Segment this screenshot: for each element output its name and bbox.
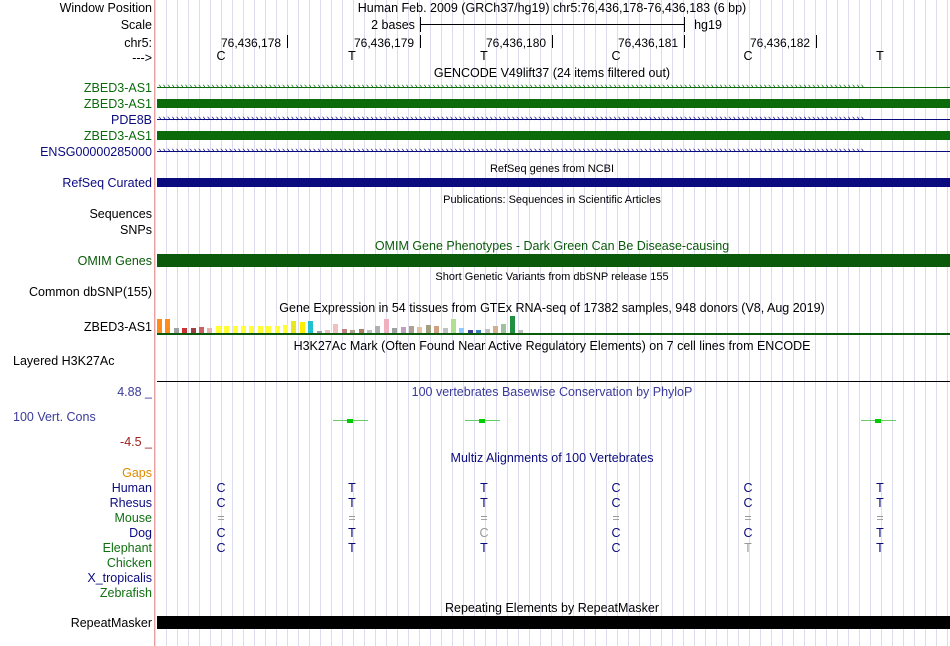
grid-line bbox=[716, 0, 717, 646]
omim-label[interactable]: OMIM Genes bbox=[77, 254, 152, 268]
species-label-chicken[interactable]: Chicken bbox=[106, 556, 152, 570]
alignment-base: = bbox=[744, 511, 752, 525]
gencode-item-label[interactable]: ZBED3-AS1 bbox=[83, 97, 152, 111]
gtex-tissue-bar[interactable] bbox=[275, 326, 280, 333]
alignment-base: T bbox=[480, 481, 488, 495]
refseq-feature[interactable] bbox=[157, 178, 950, 187]
phylop-mark bbox=[875, 419, 881, 423]
grid-line bbox=[914, 0, 915, 646]
alignment-base: = bbox=[217, 511, 225, 525]
gtex-tissue-bar[interactable] bbox=[308, 321, 313, 333]
gtex-tissue-bar[interactable] bbox=[426, 325, 431, 333]
strand-label: ---> bbox=[132, 51, 152, 65]
gtex-tissue-bar[interactable] bbox=[258, 326, 263, 333]
gtex-tissue-bar[interactable] bbox=[165, 319, 170, 333]
alignment-base: C bbox=[743, 481, 753, 495]
grid-line bbox=[815, 0, 816, 646]
position-tick bbox=[684, 35, 685, 48]
grid-line bbox=[771, 0, 772, 646]
gtex-tissue-bar[interactable] bbox=[384, 319, 389, 333]
alignment-base: T bbox=[348, 541, 356, 555]
gtex-tissue-bar[interactable] bbox=[493, 326, 498, 333]
gtex-tissue-bar[interactable] bbox=[501, 324, 506, 333]
gtex-tissue-bar[interactable] bbox=[233, 326, 238, 333]
gtex-baseline bbox=[157, 333, 950, 335]
grid-line bbox=[859, 0, 860, 646]
grid-line bbox=[661, 0, 662, 646]
grid-line bbox=[892, 0, 893, 646]
species-label-elephant[interactable]: Elephant bbox=[102, 541, 152, 555]
alignment-base: T bbox=[744, 541, 752, 555]
position-tick bbox=[816, 35, 817, 48]
gtex-bar-chart[interactable] bbox=[157, 316, 557, 333]
alignment-base: C bbox=[743, 526, 753, 540]
gtex-tissue-bar[interactable] bbox=[241, 326, 246, 333]
alignment-base: T bbox=[876, 496, 884, 510]
reference-base: T bbox=[480, 49, 488, 63]
alignment-base: T bbox=[348, 481, 356, 495]
gtex-tissue-bar[interactable] bbox=[375, 326, 380, 333]
grid-line bbox=[650, 0, 651, 646]
gencode-item-label[interactable]: ENSG00000285000 bbox=[40, 145, 152, 159]
alignment-base: T bbox=[876, 481, 884, 495]
phylop-min-label: -4.5 _ bbox=[120, 435, 152, 449]
grid-line bbox=[848, 0, 849, 646]
species-label-dog[interactable]: Dog bbox=[129, 526, 152, 540]
alignment-base: T bbox=[480, 496, 488, 510]
refseq-label[interactable]: RefSeq Curated bbox=[62, 176, 152, 190]
grid-line bbox=[947, 0, 948, 646]
grid-line bbox=[903, 0, 904, 646]
gencode-feature-exon[interactable] bbox=[157, 99, 950, 108]
gencode-item-label[interactable]: ZBED3-AS1 bbox=[83, 81, 152, 95]
position-tick-label: 76,436,182 bbox=[750, 36, 811, 50]
reference-base: C bbox=[216, 49, 226, 63]
gtex-tissue-bar[interactable] bbox=[249, 326, 254, 333]
species-label-rhesus[interactable]: Rhesus bbox=[109, 496, 152, 510]
grid-line bbox=[727, 0, 728, 646]
phylop-label[interactable]: 100 Vert. Cons bbox=[13, 410, 96, 424]
scale-db: hg19 bbox=[694, 18, 722, 32]
position-tick bbox=[287, 35, 288, 48]
grid-line bbox=[639, 0, 640, 646]
alignment-base: C bbox=[479, 526, 489, 540]
reference-base: C bbox=[611, 49, 621, 63]
rmsk-label[interactable]: RepeatMasker bbox=[70, 616, 152, 630]
alignment-base: = bbox=[612, 511, 620, 525]
gtex-tissue-bar[interactable] bbox=[291, 321, 296, 333]
alignment-base: T bbox=[348, 496, 356, 510]
species-label-mouse[interactable]: Mouse bbox=[114, 511, 152, 525]
grid-line bbox=[672, 0, 673, 646]
alignment-base: = bbox=[876, 511, 884, 525]
position-tick bbox=[552, 35, 553, 48]
multiz-title[interactable]: Multiz Alignments of 100 Vertebrates bbox=[450, 451, 654, 465]
reference-base: T bbox=[348, 49, 356, 63]
window-position-text: Human Feb. 2009 (GRCh37/hg19) chr5:76,436,178-76,436,183 (6 bp) bbox=[357, 1, 747, 15]
position-tick-label: 76,436,181 bbox=[618, 36, 679, 50]
refseq-title[interactable]: RefSeq genes from NCBI bbox=[489, 163, 615, 175]
window-position-label: Window Position bbox=[59, 1, 152, 15]
label-divider bbox=[154, 0, 155, 646]
gencode-item-label[interactable]: ZBED3-AS1 bbox=[83, 129, 152, 143]
scale-bar bbox=[420, 24, 685, 25]
alignment-base: T bbox=[348, 526, 356, 540]
grid-line bbox=[155, 0, 156, 646]
alignment-base: C bbox=[611, 541, 621, 555]
alignment-base: T bbox=[480, 541, 488, 555]
phylop-mark bbox=[479, 419, 485, 423]
alignment-base: = bbox=[348, 511, 356, 525]
grid-line bbox=[826, 0, 827, 646]
alignment-base: C bbox=[611, 496, 621, 510]
gtex-tissue-bar[interactable] bbox=[510, 316, 515, 333]
h3k27ac-baseline bbox=[157, 381, 950, 382]
gtex-tissue-bar[interactable] bbox=[451, 319, 456, 333]
grid-line bbox=[694, 0, 695, 646]
h3k27ac-title[interactable]: H3K27Ac Mark (Often Found Near Active Regulatory Elements) on 7 cell lines from ENCODE bbox=[293, 339, 811, 353]
rmsk-title[interactable]: Repeating Elements by RepeatMasker bbox=[444, 601, 660, 615]
alignment-base: C bbox=[216, 481, 226, 495]
scale-label: Scale bbox=[120, 18, 152, 32]
grid-line bbox=[628, 0, 629, 646]
position-tick-label: 76,436,178 bbox=[221, 36, 282, 50]
h3k27ac-label[interactable]: Layered H3K27Ac bbox=[13, 354, 115, 368]
position-tick bbox=[420, 35, 421, 48]
gtex-tissue-bar[interactable] bbox=[216, 326, 221, 333]
grid-line bbox=[760, 0, 761, 646]
grid-line bbox=[782, 0, 783, 646]
alignment-base: = bbox=[480, 511, 488, 525]
chrom-label: chr5: bbox=[124, 36, 152, 50]
reference-base: C bbox=[743, 49, 753, 63]
grid-line bbox=[804, 0, 805, 646]
gtex-tissue-bar[interactable] bbox=[434, 326, 439, 333]
alignment-base: C bbox=[611, 481, 621, 495]
scale-bar-right-tick bbox=[684, 17, 685, 32]
scale-text: 2 bases bbox=[371, 18, 415, 32]
phylop-mark bbox=[347, 419, 353, 423]
grid-line bbox=[870, 0, 871, 646]
gtex-tissue-bar[interactable] bbox=[157, 319, 162, 333]
gtex-tissue-bar[interactable] bbox=[224, 326, 229, 333]
phylop-title[interactable]: 100 vertebrates Basewise Conservation by PhyloP bbox=[411, 385, 693, 399]
grid-line bbox=[606, 0, 607, 646]
alignment-base: C bbox=[216, 541, 226, 555]
gtex-tissue-bar[interactable] bbox=[300, 322, 305, 333]
grid-line bbox=[584, 0, 585, 646]
alignment-base: C bbox=[611, 526, 621, 540]
alignment-base: C bbox=[216, 526, 226, 540]
alignment-base: C bbox=[743, 496, 753, 510]
dbsnp-label[interactable]: Common dbSNP(155) bbox=[29, 285, 152, 299]
position-tick-label: 76,436,179 bbox=[354, 36, 415, 50]
position-tick-label: 76,436,180 bbox=[486, 36, 547, 50]
gencode-feature-intron[interactable] bbox=[157, 147, 950, 156]
gencode-feature-intron[interactable] bbox=[157, 83, 950, 92]
species-label-zebrafish[interactable]: Zebrafish bbox=[99, 586, 152, 600]
species-label-human[interactable]: Human bbox=[111, 481, 152, 495]
gtex-tissue-bar[interactable] bbox=[266, 326, 271, 333]
alignment-base: T bbox=[876, 541, 884, 555]
omim-feature[interactable] bbox=[157, 254, 950, 267]
grid-line bbox=[925, 0, 926, 646]
intron-line bbox=[157, 151, 950, 152]
gencode-feature-intron[interactable] bbox=[157, 115, 950, 124]
gencode-feature-exon[interactable] bbox=[157, 131, 950, 140]
track-labels bbox=[0, 0, 154, 646]
gtex-label[interactable]: ZBED3-AS1 bbox=[83, 320, 152, 334]
reference-base: T bbox=[876, 49, 884, 63]
gtex-title[interactable]: Gene Expression in 54 tissues from GTEx RNA-seq of 17382 samples, 948 donors (V8, Aug 2019) bbox=[279, 301, 825, 315]
gencode-item-label[interactable]: PDE8B bbox=[111, 113, 152, 127]
gencode-title[interactable]: GENCODE V49lift37 (24 items filtered out) bbox=[433, 66, 671, 80]
grid-line bbox=[936, 0, 937, 646]
gtex-tissue-bar[interactable] bbox=[333, 324, 338, 333]
rmsk-feature[interactable] bbox=[157, 616, 950, 629]
grid-line bbox=[738, 0, 739, 646]
grid-line bbox=[595, 0, 596, 646]
grid-line bbox=[793, 0, 794, 646]
alignment-base: T bbox=[876, 526, 884, 540]
scale-bar-left-tick bbox=[420, 17, 421, 32]
intron-line bbox=[157, 87, 950, 88]
phylop-max-label: 4.88 _ bbox=[117, 385, 152, 399]
gtex-tissue-bar[interactable] bbox=[409, 326, 414, 333]
pubs-snps-label[interactable]: SNPs bbox=[120, 223, 152, 237]
grid-line bbox=[573, 0, 574, 646]
grid-line bbox=[562, 0, 563, 646]
pubs-title[interactable]: Publications: Sequences in Scientific Articles bbox=[443, 194, 661, 206]
grid-line bbox=[705, 0, 706, 646]
pubs-sequences-label[interactable]: Sequences bbox=[89, 207, 152, 221]
species-label-xtropicalis[interactable]: X_tropicalis bbox=[87, 571, 152, 585]
grid-line bbox=[837, 0, 838, 646]
gtex-tissue-bar[interactable] bbox=[283, 325, 288, 333]
grid-line bbox=[683, 0, 684, 646]
intron-line bbox=[157, 119, 950, 120]
omim-title[interactable]: OMIM Gene Phenotypes - Dark Green Can Be Disease-causing bbox=[374, 239, 730, 253]
alignment-base: C bbox=[216, 496, 226, 510]
multiz-gaps-label[interactable]: Gaps bbox=[122, 466, 152, 480]
dbsnp-title[interactable]: Short Genetic Variants from dbSNP release 155 bbox=[435, 271, 669, 283]
